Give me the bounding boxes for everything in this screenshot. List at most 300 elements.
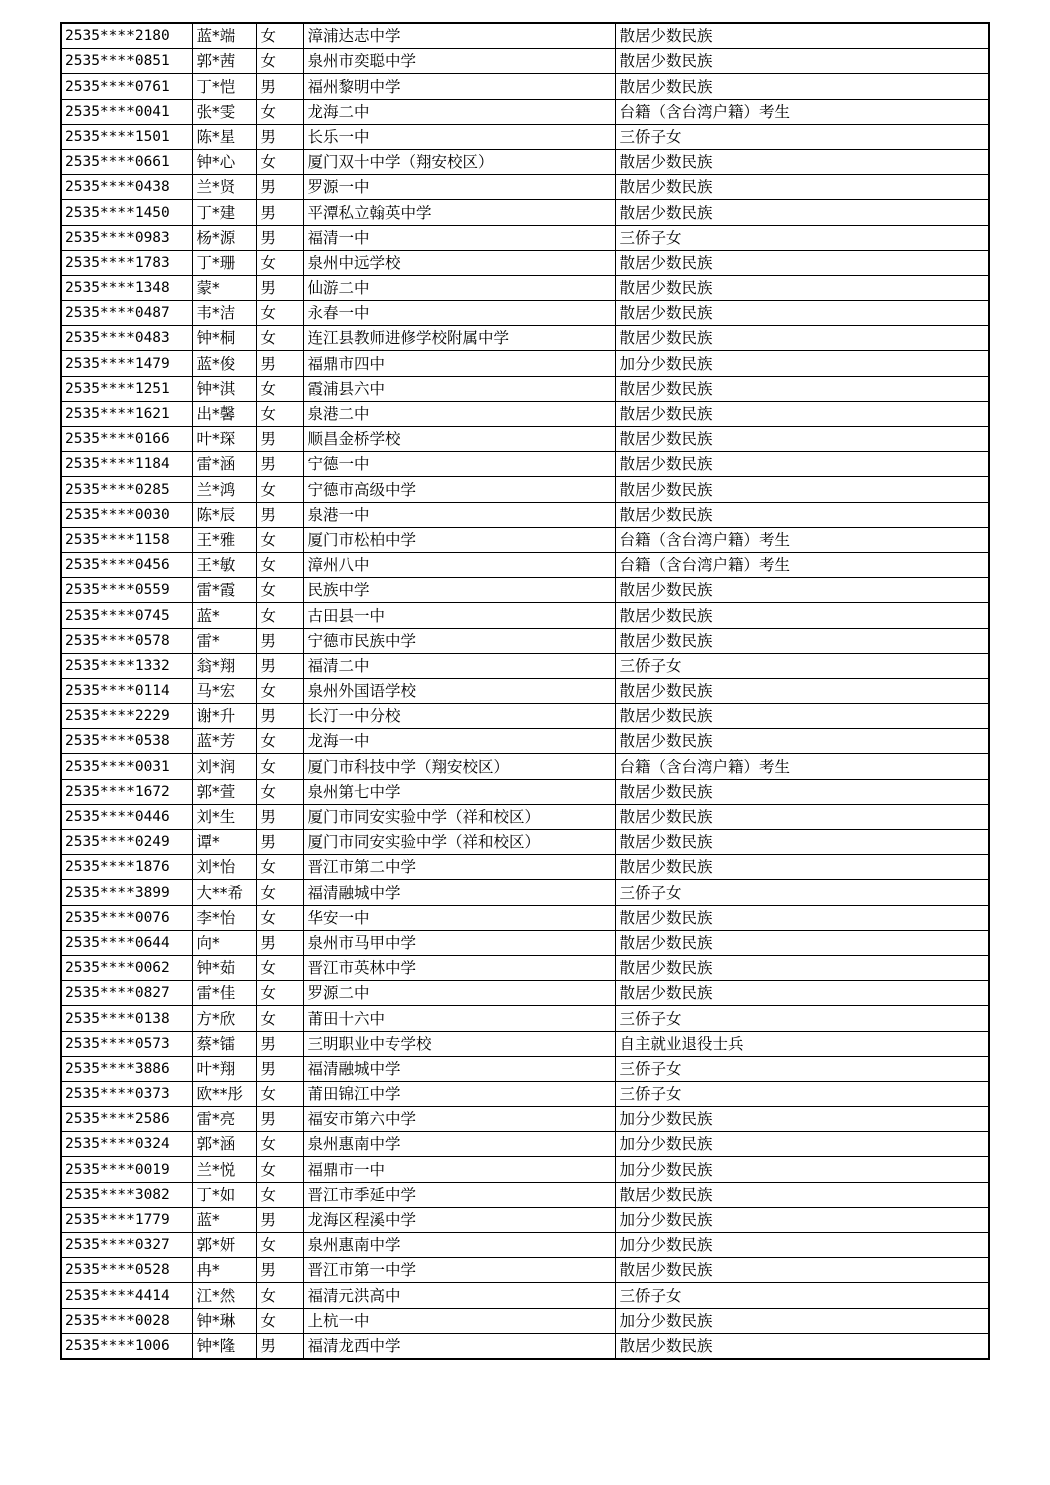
- school-cell: 福清融城中学: [303, 1056, 615, 1081]
- category-cell: 散居少数民族: [615, 804, 989, 829]
- table-row: [61, 200, 989, 225]
- school-cell: 福清二中: [303, 653, 615, 678]
- exam-id-cell: 2535****4414: [61, 1283, 192, 1308]
- school-cell: 永春一中: [303, 301, 615, 326]
- table-row: [61, 653, 989, 678]
- gender-cell: 女: [256, 401, 303, 426]
- gender-cell: 男: [256, 830, 303, 855]
- category-cell: 散居少数民族: [615, 955, 989, 980]
- category-cell: 三侨子女: [615, 1081, 989, 1106]
- gender-cell: 男: [256, 1258, 303, 1283]
- exam-id-cell: 2535****0166: [61, 427, 192, 452]
- gender-cell: 女: [256, 754, 303, 779]
- gender-cell: 男: [256, 200, 303, 225]
- school-cell: 泉州外国语学校: [303, 678, 615, 703]
- name-cell: 谭*: [192, 830, 256, 855]
- exam-id-cell: 2535****0114: [61, 678, 192, 703]
- exam-id-cell: 2535****0285: [61, 477, 192, 502]
- school-cell: 平潭私立翰英中学: [303, 200, 615, 225]
- gender-cell: 男: [256, 175, 303, 200]
- exam-id-cell: 2535****0062: [61, 955, 192, 980]
- category-cell: 散居少数民族: [615, 628, 989, 653]
- exam-id-cell: 2535****0578: [61, 628, 192, 653]
- school-cell: 罗源二中: [303, 981, 615, 1006]
- exam-id-cell: 2535****1501: [61, 124, 192, 149]
- school-cell: 厦门市松柏中学: [303, 527, 615, 552]
- table-row: [61, 225, 989, 250]
- table-row: [61, 1233, 989, 1258]
- school-cell: 连江县教师进修学校附属中学: [303, 326, 615, 351]
- category-cell: 三侨子女: [615, 124, 989, 149]
- school-cell: 古田县一中: [303, 603, 615, 628]
- name-cell: 刘*润: [192, 754, 256, 779]
- exam-id-cell: 2535****0483: [61, 326, 192, 351]
- name-cell: 丁*恺: [192, 74, 256, 99]
- name-cell: 蓝*: [192, 1207, 256, 1232]
- category-cell: 散居少数民族: [615, 149, 989, 174]
- category-cell: 散居少数民族: [615, 401, 989, 426]
- name-cell: 王*雅: [192, 527, 256, 552]
- name-cell: 兰*贤: [192, 175, 256, 200]
- table-row: [61, 376, 989, 401]
- category-cell: 三侨子女: [615, 1006, 989, 1031]
- name-cell: 郭*茜: [192, 49, 256, 74]
- name-cell: 蒙*: [192, 275, 256, 300]
- category-cell: 散居少数民族: [615, 830, 989, 855]
- table-row: [61, 552, 989, 577]
- school-cell: 泉州市马甲中学: [303, 930, 615, 955]
- gender-cell: 男: [256, 804, 303, 829]
- school-cell: 泉州市奕聪中学: [303, 49, 615, 74]
- gender-cell: 女: [256, 678, 303, 703]
- exam-id-cell: 2535****0573: [61, 1031, 192, 1056]
- gender-cell: 女: [256, 855, 303, 880]
- exam-id-cell: 2535****2180: [61, 23, 192, 49]
- school-cell: 厦门市同安实验中学（祥和校区）: [303, 830, 615, 855]
- gender-cell: 女: [256, 1233, 303, 1258]
- exam-id-cell: 2535****3899: [61, 880, 192, 905]
- school-cell: 漳浦达志中学: [303, 23, 615, 49]
- gender-cell: 男: [256, 502, 303, 527]
- name-cell: 韦*洁: [192, 301, 256, 326]
- category-cell: 散居少数民族: [615, 200, 989, 225]
- exam-id-cell: 2535****0851: [61, 49, 192, 74]
- table-row: [61, 1107, 989, 1132]
- table-row: [61, 1132, 989, 1157]
- category-cell: 散居少数民族: [615, 23, 989, 49]
- category-cell: 散居少数民族: [615, 603, 989, 628]
- name-cell: 马*宏: [192, 678, 256, 703]
- name-cell: 钟*桐: [192, 326, 256, 351]
- school-cell: 晋江市季延中学: [303, 1182, 615, 1207]
- gender-cell: 男: [256, 74, 303, 99]
- table-row: [61, 779, 989, 804]
- category-cell: 散居少数民族: [615, 678, 989, 703]
- school-cell: 宁德市高级中学: [303, 477, 615, 502]
- name-cell: 蓝*端: [192, 23, 256, 49]
- gender-cell: 男: [256, 275, 303, 300]
- name-cell: 向*: [192, 930, 256, 955]
- table-row: [61, 275, 989, 300]
- exam-id-cell: 2535****0827: [61, 981, 192, 1006]
- table-row: [61, 250, 989, 275]
- exam-id-cell: 2535****0076: [61, 905, 192, 930]
- school-cell: 长汀一中分校: [303, 704, 615, 729]
- exam-id-cell: 2535****3886: [61, 1056, 192, 1081]
- gender-cell: 女: [256, 1308, 303, 1333]
- school-cell: 厦门双十中学（翔安校区）: [303, 149, 615, 174]
- school-cell: 福清元洪高中: [303, 1283, 615, 1308]
- gender-cell: 女: [256, 149, 303, 174]
- gender-cell: 女: [256, 99, 303, 124]
- school-cell: 罗源一中: [303, 175, 615, 200]
- school-cell: 福州黎明中学: [303, 74, 615, 99]
- gender-cell: 女: [256, 552, 303, 577]
- exam-id-cell: 2535****0983: [61, 225, 192, 250]
- name-cell: 雷*亮: [192, 1107, 256, 1132]
- category-cell: 加分少数民族: [615, 1132, 989, 1157]
- category-cell: 散居少数民族: [615, 376, 989, 401]
- table-row: [61, 628, 989, 653]
- school-cell: 莆田十六中: [303, 1006, 615, 1031]
- gender-cell: 女: [256, 1157, 303, 1182]
- table-row: [61, 1157, 989, 1182]
- name-cell: 蓝*: [192, 603, 256, 628]
- exam-id-cell: 2535****1251: [61, 376, 192, 401]
- name-cell: 钟*淇: [192, 376, 256, 401]
- exam-id-cell: 2535****1348: [61, 275, 192, 300]
- category-cell: 散居少数民族: [615, 49, 989, 74]
- school-cell: 民族中学: [303, 578, 615, 603]
- table-row: [61, 678, 989, 703]
- table-row: [61, 502, 989, 527]
- gender-cell: 女: [256, 376, 303, 401]
- school-cell: 晋江市第一中学: [303, 1258, 615, 1283]
- table-row: [61, 905, 989, 930]
- name-cell: 雷*涵: [192, 452, 256, 477]
- exam-id-cell: 2535****1450: [61, 200, 192, 225]
- exam-id-cell: 2535****1184: [61, 452, 192, 477]
- category-cell: 加分少数民族: [615, 1233, 989, 1258]
- gender-cell: 男: [256, 452, 303, 477]
- table-row: [61, 1031, 989, 1056]
- exam-id-cell: 2535****0019: [61, 1157, 192, 1182]
- table-row: [61, 49, 989, 74]
- table-row: [61, 1283, 989, 1308]
- exam-id-cell: 2535****1158: [61, 527, 192, 552]
- exam-id-cell: 2535****0559: [61, 578, 192, 603]
- exam-id-cell: 2535****0030: [61, 502, 192, 527]
- table-row: [61, 175, 989, 200]
- gender-cell: 女: [256, 1081, 303, 1106]
- table-row: [61, 427, 989, 452]
- category-cell: 散居少数民族: [615, 301, 989, 326]
- exam-id-cell: 2535****2586: [61, 1107, 192, 1132]
- table-row: [61, 1333, 989, 1359]
- exam-id-cell: 2535****0456: [61, 552, 192, 577]
- gender-cell: 女: [256, 1132, 303, 1157]
- name-cell: 翁*翔: [192, 653, 256, 678]
- category-cell: 散居少数民族: [615, 578, 989, 603]
- table-row: [61, 754, 989, 779]
- school-cell: 福清融城中学: [303, 880, 615, 905]
- category-cell: 台籍（含台湾户籍）考生: [615, 99, 989, 124]
- name-cell: 冉*: [192, 1258, 256, 1283]
- category-cell: 散居少数民族: [615, 326, 989, 351]
- name-cell: 刘*怡: [192, 855, 256, 880]
- exam-id-cell: 2535****1621: [61, 401, 192, 426]
- gender-cell: 女: [256, 981, 303, 1006]
- table-row: [61, 1207, 989, 1232]
- table-row: [61, 23, 989, 49]
- school-cell: 龙海区程溪中学: [303, 1207, 615, 1232]
- exam-id-cell: 2535****0745: [61, 603, 192, 628]
- school-cell: 宁德市民族中学: [303, 628, 615, 653]
- table-row: [61, 603, 989, 628]
- school-cell: 泉州惠南中学: [303, 1132, 615, 1157]
- category-cell: 散居少数民族: [615, 704, 989, 729]
- table-row: [61, 981, 989, 1006]
- table-row: [61, 99, 989, 124]
- category-cell: 台籍（含台湾户籍）考生: [615, 527, 989, 552]
- table-row: [61, 930, 989, 955]
- school-cell: 长乐一中: [303, 124, 615, 149]
- category-cell: 散居少数民族: [615, 275, 989, 300]
- name-cell: 蓝*俊: [192, 351, 256, 376]
- gender-cell: 女: [256, 905, 303, 930]
- gender-cell: 男: [256, 1056, 303, 1081]
- exam-id-cell: 2535****0028: [61, 1308, 192, 1333]
- table-row: [61, 74, 989, 99]
- category-cell: 加分少数民族: [615, 1308, 989, 1333]
- exam-id-cell: 2535****0661: [61, 149, 192, 174]
- gender-cell: 男: [256, 930, 303, 955]
- category-cell: 散居少数民族: [615, 729, 989, 754]
- category-cell: 散居少数民族: [615, 981, 989, 1006]
- gender-cell: 女: [256, 1182, 303, 1207]
- school-cell: 龙海二中: [303, 99, 615, 124]
- exam-id-cell: 2535****0438: [61, 175, 192, 200]
- gender-cell: 男: [256, 1031, 303, 1056]
- school-cell: 仙游二中: [303, 275, 615, 300]
- table-row: [61, 880, 989, 905]
- category-cell: 散居少数民族: [615, 905, 989, 930]
- table-row: [61, 729, 989, 754]
- table-row: [61, 830, 989, 855]
- gender-cell: 女: [256, 955, 303, 980]
- category-cell: 三侨子女: [615, 1056, 989, 1081]
- school-cell: 霞浦县六中: [303, 376, 615, 401]
- gender-cell: 男: [256, 704, 303, 729]
- name-cell: 钟*隆: [192, 1333, 256, 1359]
- exam-id-cell: 2535****1479: [61, 351, 192, 376]
- exam-id-cell: 2535****0446: [61, 804, 192, 829]
- gender-cell: 女: [256, 250, 303, 275]
- name-cell: 张*雯: [192, 99, 256, 124]
- category-cell: 自主就业退役士兵: [615, 1031, 989, 1056]
- category-cell: 散居少数民族: [615, 175, 989, 200]
- name-cell: 欧**彤: [192, 1081, 256, 1106]
- school-cell: 福鼎市一中: [303, 1157, 615, 1182]
- exam-id-cell: 2535****2229: [61, 704, 192, 729]
- table-row: [61, 351, 989, 376]
- table-row: [61, 1081, 989, 1106]
- name-cell: 江*然: [192, 1283, 256, 1308]
- school-cell: 华安一中: [303, 905, 615, 930]
- exam-id-cell: 2535****1783: [61, 250, 192, 275]
- category-cell: 散居少数民族: [615, 930, 989, 955]
- exam-id-cell: 2535****0041: [61, 99, 192, 124]
- category-cell: 台籍（含台湾户籍）考生: [615, 754, 989, 779]
- school-cell: 福安市第六中学: [303, 1107, 615, 1132]
- category-cell: 散居少数民族: [615, 74, 989, 99]
- name-cell: 兰*悦: [192, 1157, 256, 1182]
- table-body: [61, 23, 989, 1359]
- gender-cell: 男: [256, 628, 303, 653]
- school-cell: 龙海一中: [303, 729, 615, 754]
- name-cell: 郭*萱: [192, 779, 256, 804]
- exam-id-cell: 2535****0644: [61, 930, 192, 955]
- name-cell: 大**希: [192, 880, 256, 905]
- category-cell: 散居少数民族: [615, 1333, 989, 1359]
- table-row: [61, 955, 989, 980]
- gender-cell: 女: [256, 603, 303, 628]
- school-cell: 泉港二中: [303, 401, 615, 426]
- table-row: [61, 477, 989, 502]
- exam-id-cell: 2535****0249: [61, 830, 192, 855]
- category-cell: 散居少数民族: [615, 1182, 989, 1207]
- category-cell: 台籍（含台湾户籍）考生: [615, 552, 989, 577]
- name-cell: 兰*鸿: [192, 477, 256, 502]
- table-row: [61, 326, 989, 351]
- gender-cell: 女: [256, 326, 303, 351]
- exam-id-cell: 2535****0528: [61, 1258, 192, 1283]
- exam-id-cell: 2535****0761: [61, 74, 192, 99]
- exam-id-cell: 2535****0487: [61, 301, 192, 326]
- gender-cell: 男: [256, 1107, 303, 1132]
- school-cell: 顺昌金桥学校: [303, 427, 615, 452]
- name-cell: 郭*妍: [192, 1233, 256, 1258]
- name-cell: 雷*佳: [192, 981, 256, 1006]
- name-cell: 方*欣: [192, 1006, 256, 1031]
- gender-cell: 女: [256, 301, 303, 326]
- table-row: [61, 704, 989, 729]
- table-row: [61, 1258, 989, 1283]
- school-cell: 泉州中远学校: [303, 250, 615, 275]
- name-cell: 丁*珊: [192, 250, 256, 275]
- name-cell: 叶*琛: [192, 427, 256, 452]
- name-cell: 钟*琳: [192, 1308, 256, 1333]
- name-cell: 李*怡: [192, 905, 256, 930]
- school-cell: 宁德一中: [303, 452, 615, 477]
- table-row: [61, 301, 989, 326]
- table-row: [61, 149, 989, 174]
- category-cell: 散居少数民族: [615, 477, 989, 502]
- exam-id-cell: 2535****0138: [61, 1006, 192, 1031]
- name-cell: 出*馨: [192, 401, 256, 426]
- name-cell: 钟*心: [192, 149, 256, 174]
- table-row: [61, 1056, 989, 1081]
- gender-cell: 男: [256, 351, 303, 376]
- gender-cell: 女: [256, 880, 303, 905]
- name-cell: 陈*星: [192, 124, 256, 149]
- gender-cell: 男: [256, 653, 303, 678]
- name-cell: 郭*涵: [192, 1132, 256, 1157]
- category-cell: 加分少数民族: [615, 1157, 989, 1182]
- school-cell: 福鼎市四中: [303, 351, 615, 376]
- gender-cell: 女: [256, 578, 303, 603]
- category-cell: 三侨子女: [615, 653, 989, 678]
- category-cell: 三侨子女: [615, 880, 989, 905]
- category-cell: 散居少数民族: [615, 855, 989, 880]
- category-cell: 加分少数民族: [615, 1107, 989, 1132]
- gender-cell: 男: [256, 427, 303, 452]
- school-cell: 晋江市英林中学: [303, 955, 615, 980]
- school-cell: 厦门市同安实验中学（祥和校区）: [303, 804, 615, 829]
- table-row: [61, 401, 989, 426]
- gender-cell: 女: [256, 1283, 303, 1308]
- exam-id-cell: 2535****1672: [61, 779, 192, 804]
- gender-cell: 女: [256, 1006, 303, 1031]
- category-cell: 加分少数民族: [615, 1207, 989, 1232]
- gender-cell: 男: [256, 124, 303, 149]
- name-cell: 丁*如: [192, 1182, 256, 1207]
- gender-cell: 女: [256, 23, 303, 49]
- name-cell: 刘*生: [192, 804, 256, 829]
- exam-id-cell: 2535****1006: [61, 1333, 192, 1359]
- table-row: [61, 1182, 989, 1207]
- name-cell: 叶*翔: [192, 1056, 256, 1081]
- school-cell: 三明职业中专学校: [303, 1031, 615, 1056]
- name-cell: 蔡*镭: [192, 1031, 256, 1056]
- exam-id-cell: 2535****3082: [61, 1182, 192, 1207]
- exam-id-cell: 2535****0324: [61, 1132, 192, 1157]
- category-cell: 散居少数民族: [615, 1258, 989, 1283]
- gender-cell: 男: [256, 1333, 303, 1359]
- category-cell: 加分少数民族: [615, 351, 989, 376]
- gender-cell: 女: [256, 729, 303, 754]
- school-cell: 莆田锦江中学: [303, 1081, 615, 1106]
- gender-cell: 男: [256, 225, 303, 250]
- school-cell: 泉州第七中学: [303, 779, 615, 804]
- name-cell: 蓝*芳: [192, 729, 256, 754]
- gender-cell: 女: [256, 527, 303, 552]
- school-cell: 漳州八中: [303, 552, 615, 577]
- school-cell: 泉州惠南中学: [303, 1233, 615, 1258]
- exam-id-cell: 2535****1779: [61, 1207, 192, 1232]
- name-cell: 陈*辰: [192, 502, 256, 527]
- category-cell: 散居少数民族: [615, 250, 989, 275]
- table-row: [61, 527, 989, 552]
- gender-cell: 女: [256, 49, 303, 74]
- school-cell: 福清龙西中学: [303, 1333, 615, 1359]
- category-cell: 散居少数民族: [615, 452, 989, 477]
- category-cell: 三侨子女: [615, 1283, 989, 1308]
- table-row: [61, 804, 989, 829]
- table-row: [61, 578, 989, 603]
- school-cell: 厦门市科技中学（翔安校区）: [303, 754, 615, 779]
- table-row: [61, 124, 989, 149]
- table-row: [61, 1308, 989, 1333]
- gender-cell: 女: [256, 779, 303, 804]
- table-row: [61, 855, 989, 880]
- table-row: [61, 452, 989, 477]
- exam-id-cell: 2535****0031: [61, 754, 192, 779]
- exam-id-cell: 2535****0373: [61, 1081, 192, 1106]
- school-cell: 晋江市第二中学: [303, 855, 615, 880]
- gender-cell: 女: [256, 477, 303, 502]
- exam-id-cell: 2535****1332: [61, 653, 192, 678]
